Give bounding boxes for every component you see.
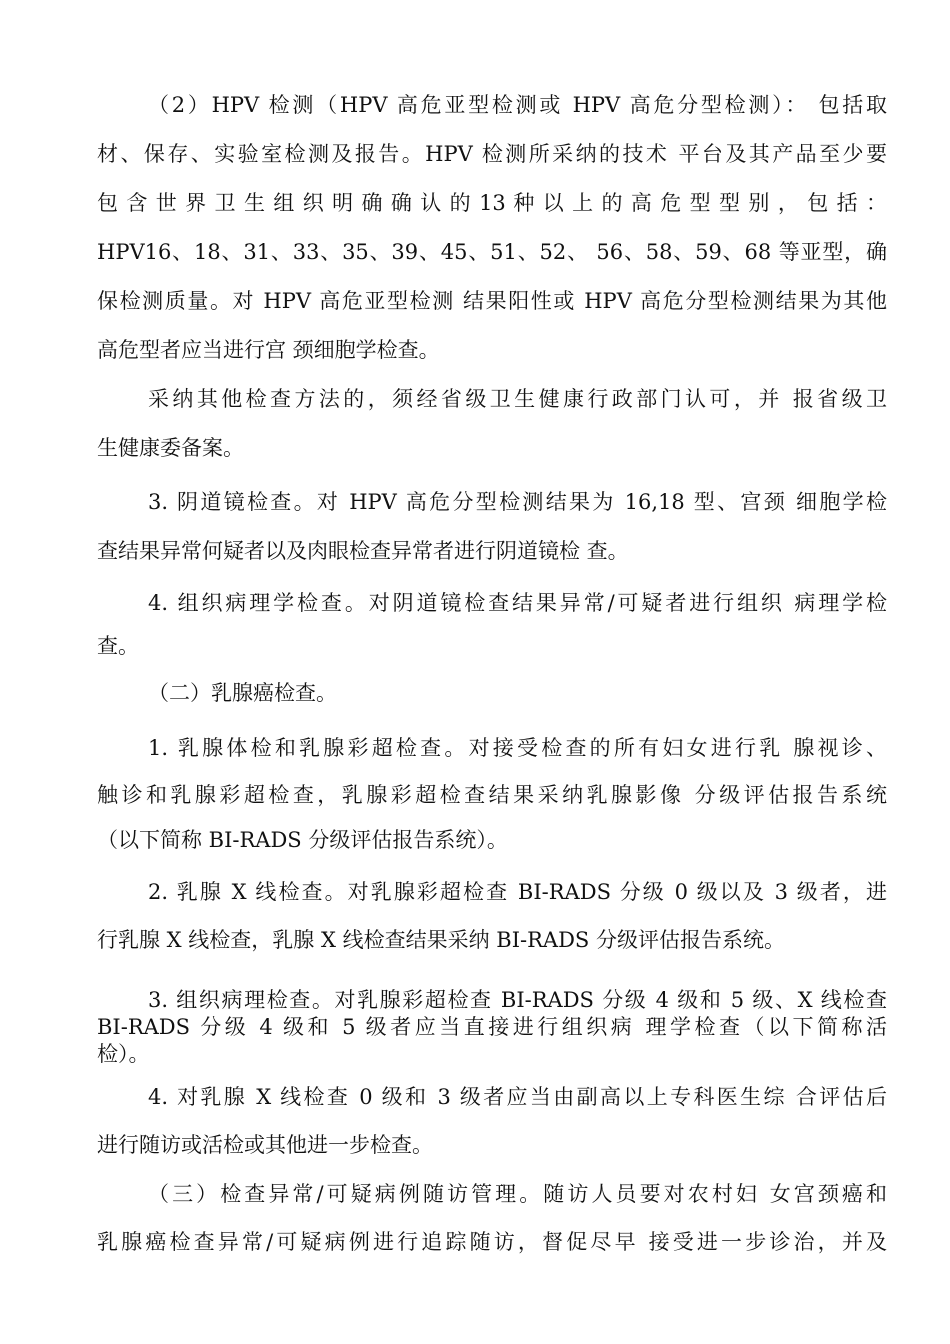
section-heading: （二）乳腺癌检查。 (148, 681, 337, 705)
text-line: 生健康委备案。 (97, 436, 244, 460)
text-line: 包 含 世 界 卫 生 组 织 明 确 确 认 的 13 种 以 上 的 高 危 型 型 别 ， 包 括 ： (97, 191, 887, 215)
text-line: BI-RADS 分级 4 级和 5 级者应当直接进行组织病 理学检查（以下简称活 (97, 1015, 887, 1039)
text-line: （2）HPV 检测（HPV 高危亚型检测或 HPV 高危分型检测）： 包括取 (148, 93, 887, 117)
text-line: 保检测质量。对 HPV 高危亚型检测 结果阳性或 HPV 高危分型检测结果为其他 (97, 289, 887, 313)
text-line: 查。 (97, 634, 139, 658)
text-line: 采纳其他检查方法的，须经省级卫生健康行政部门认可，并 报省级卫 (148, 387, 887, 411)
text-line: （以下简称 BI-RADS 分级评估报告系统）。 (97, 828, 508, 852)
text-line: 材、保存、实验室检测及报告。HPV 检测所采纳的技术 平台及其产品至少要 (97, 142, 887, 166)
text-line: 3. 组织病理检查。对乳腺彩超检查 BI-RADS 分级 4 级和 5 级、X 线检查 (148, 988, 887, 1012)
text-line: 检）。 (97, 1042, 150, 1066)
text-line: 4. 对乳腺 X 线检查 0 级和 3 级者应当由副高以上专科医生综 合评估后 (148, 1085, 887, 1109)
text-line: 查结果异常何疑者以及肉眼检查异常者进行阴道镜检 查。 (97, 539, 629, 563)
text-line: 1. 乳腺体检和乳腺彩超检查。对接受检查的所有妇女进行乳 腺视诊、 (148, 736, 887, 760)
text-line: HPV16、18、31、33、35、39、45、51、52、 56、58、59、68 等亚型，确 (97, 240, 887, 264)
text-line: 高危型者应当进行宫 颈细胞学检查。 (97, 338, 440, 362)
text-line: 3. 阴道镜检查。对 HPV 高危分型检测结果为 16,18 型、宫颈 细胞学检 (148, 490, 887, 514)
text-line: 进行随访或活检或其他进一步检查。 (97, 1133, 433, 1157)
text-line: 4. 组织病理学检查。对阴道镜检查结果异常/可疑者进行组织 病理学检 (148, 591, 887, 615)
text-line: 乳腺癌检查异常/可疑病例进行追踪随访，督促尽早 接受进一步诊治，并及 (97, 1230, 887, 1254)
text-line: 行乳腺 X 线检查，乳腺 X 线检查结果采纳 BI-RADS 分级评估报告系统。 (97, 928, 785, 952)
text-line: 2. 乳腺 X 线检查。对乳腺彩超检查 BI-RADS 分级 0 级以及 3 级者，进 (148, 880, 887, 904)
text-line: （三）检查异常/可疑病例随访管理。随访人员要对农村妇 女宫颈癌和 (148, 1182, 887, 1206)
text-line: 触诊和乳腺彩超检查，乳腺彩超检查结果采纳乳腺影像 分级评估报告系统 (97, 783, 887, 807)
